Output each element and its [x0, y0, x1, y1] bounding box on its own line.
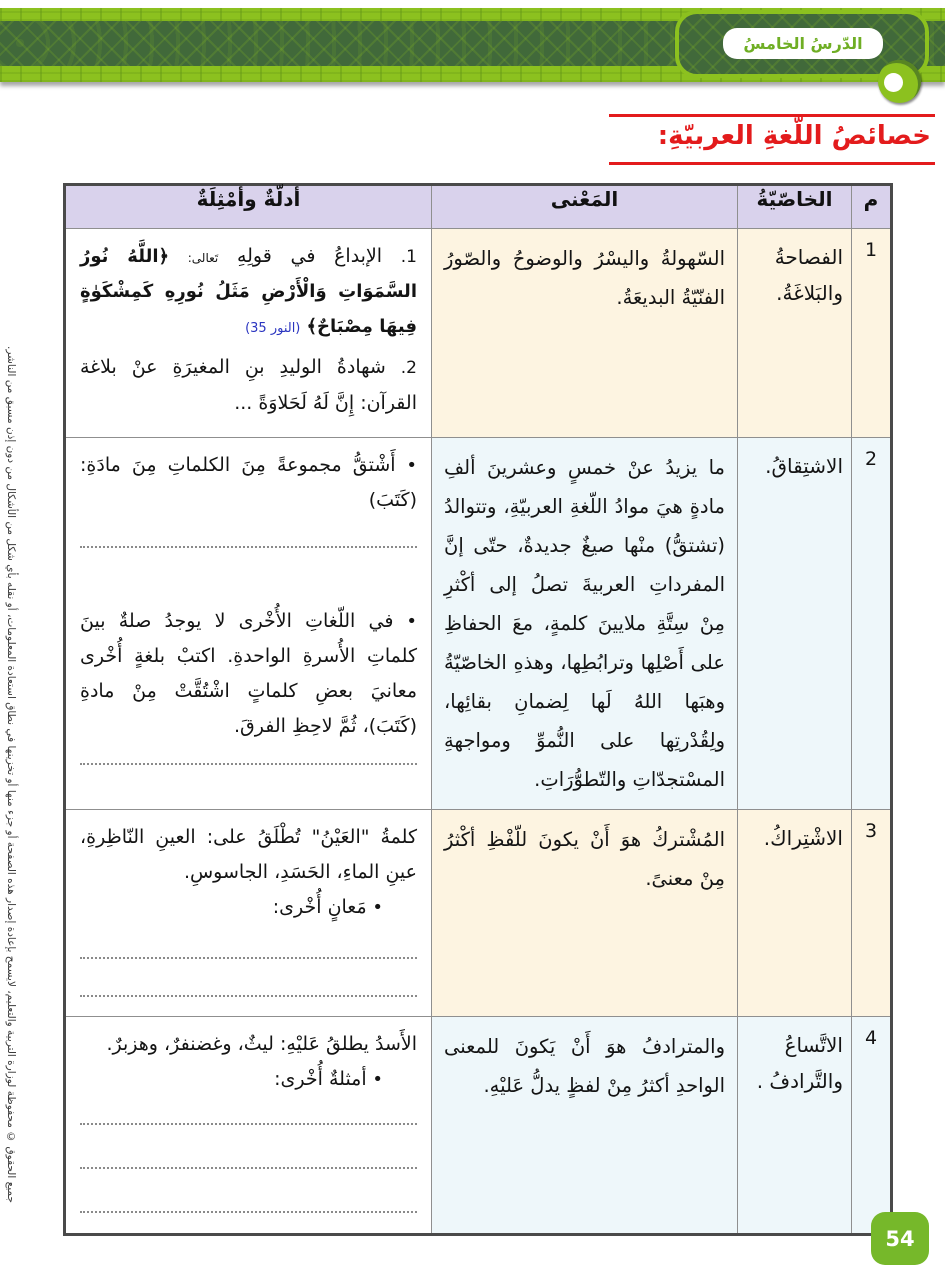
meaning-cell: السّهولةُ واليسْرُ والوضوحُ والصّورُ الفنّيّةُ البديعَةُ.	[432, 229, 738, 438]
characteristic-cell: الفصاحةُ والبَلاغَةُ.	[738, 229, 852, 438]
answer-line	[80, 1121, 417, 1125]
lesson-badge	[723, 28, 883, 59]
evidence-bullet: • مَعانٍ أُخْرى:	[80, 890, 417, 925]
table-row	[65, 809, 892, 1016]
row-number: 3	[852, 809, 892, 1016]
evidence-cell	[65, 437, 432, 809]
evidence-cell	[65, 809, 432, 1016]
evidence-bullet: • في اللّغاتِ الأُخْرى لا يوجدُ صلةٌ بينَ كلماتِ الأُسرةِ الواحدةِ. اكتبْ بلغةٍ أُخْرى معانيَ بعضِ كلماتٍ اشْتُقَّتْ مِنْ مادةِ (كَتَبَ)، ثُمَّ لاحِظِ الفرقَ.	[80, 604, 417, 745]
characteristic-cell: الاتَّساعُ والتَّرادفُ .	[738, 1016, 852, 1234]
evidence-cell	[65, 229, 432, 438]
title-block	[609, 114, 935, 165]
table-header-row	[65, 185, 892, 229]
characteristic-cell: الاشْتِراكُ.	[738, 809, 852, 1016]
answer-line	[80, 955, 417, 959]
taala-word: تَعالى:	[187, 251, 219, 265]
row-number: 1	[852, 229, 892, 438]
evidence-text: الأَسدُ يطلقُ عَليْهِ: ليثٌ، وغضنفرٌ، وهزبرٌ.	[106, 1032, 417, 1055]
answer-line	[80, 1209, 417, 1213]
header-band	[0, 8, 945, 82]
header-number: م	[852, 185, 892, 229]
item-text: شهادةُ الوليدِ بنِ المغيرَةِ عنْ بلاغة القرآن: إِنَّ لَهُ لَحَلاوَةً ...	[80, 356, 417, 414]
characteristics-table	[63, 183, 893, 1236]
item-number: 1.	[400, 247, 417, 267]
meaning-cell: والمترادفُ هوَ أَنْ يَكونَ للمعنى الواحدِ أكثرُ مِنْ لفظٍ يدلُّ عَليْهِ.	[432, 1016, 738, 1234]
table-row	[65, 437, 892, 809]
page-title: خصائصُ اللّغةِ العربيّةِ:	[657, 121, 931, 151]
evidence-bullet: • أَشْتقُّ مجموعةً مِنَ الكلماتِ مِنَ مادَةِ: (كَتَبَ)	[80, 448, 417, 518]
evidence-cell	[65, 1016, 432, 1234]
meaning-cell: المُشْتركُ هوَ أَنْ يكونَ للّفْظِ أكْثرُ مِنْ معنىً.	[432, 809, 738, 1016]
answer-line	[80, 993, 417, 997]
row-number: 4	[852, 1016, 892, 1234]
evidence-item-1	[80, 239, 417, 344]
meaning-cell: ما يزيدُ عنْ خمسٍ وعشرينَ ألفِ مادةٍ هيَ موادُ اللّغةِ العربيّةِ، وتتوالدُ (تشتقُّ) منْها صيغٌ جديدةٌ، حتّى إنَّ المفرداتِ العربيةَ تصلُ إلى أكْثرِ مِنْ سِتَّةِ ملايينَ كلمةٍ، معَ الحفاظِ على أَصْلِها وترابُطِها، وهذهِ الخاصّيّةُ وهبَها اللهُ لَها لِضمانِ بقائِها، ولِقُدْرتِها على النُّموِّ ومواجهةِ المسْتجدّاتِ والتّطوُّرَاتِ.	[432, 437, 738, 809]
quran-verse: ﴿اللَّهُ نُورُ السَّمَوَاتِ وَالْأَرْضِ مَثَلُ نُورِهِ كَمِشْكَوٰةٍ فِيهَا مِصْبَاحٌ﴾	[80, 246, 417, 338]
verse-reference: (النور 35)	[245, 321, 301, 337]
evidence-item-2	[80, 350, 417, 420]
answer-line	[80, 544, 417, 548]
table-row	[65, 229, 892, 438]
table-row	[65, 1016, 892, 1234]
item-number: 2.	[400, 358, 417, 379]
evidence-bullet: • أمثلةٌ أُخْرى:	[80, 1062, 417, 1097]
header-characteristic: الخاصّيّةُ	[738, 185, 852, 229]
header-evidence: أدلّةٌ وأمْثِلَةٌ	[65, 185, 432, 229]
characteristic-cell: الاشتِقاقُ.	[738, 437, 852, 809]
answer-line	[80, 1165, 417, 1169]
header-meaning: المَعْنى	[432, 185, 738, 229]
page-number-badge: 54	[871, 1212, 929, 1265]
row-number: 2	[852, 437, 892, 809]
decorative-ring-icon	[878, 60, 921, 103]
answer-line	[80, 761, 417, 765]
copyright-notice: جميع الحقوق © محفوظة لوزارة التربية والتعليم، لايسمح بإعادة إصدار هذه الصفحة أو جزء منها أو تخزينها في نطاق استعادة المعلومات، أو نقله بأي شكل من الأشكال من دون إذن مسبق من الناشر.	[5, 346, 17, 1203]
lesson-badge-label: الدّرسُ الخامسُ	[743, 34, 863, 53]
item-text: الإبداعُ في قولِهِ	[236, 245, 383, 267]
evidence-text: كلمةُ "العَيْنُ" تُطْلَقُ على: العينِ النّاظِرةِ، عينِ الماءِ، الحَسَدِ، الجاسوسِ.	[80, 825, 417, 883]
